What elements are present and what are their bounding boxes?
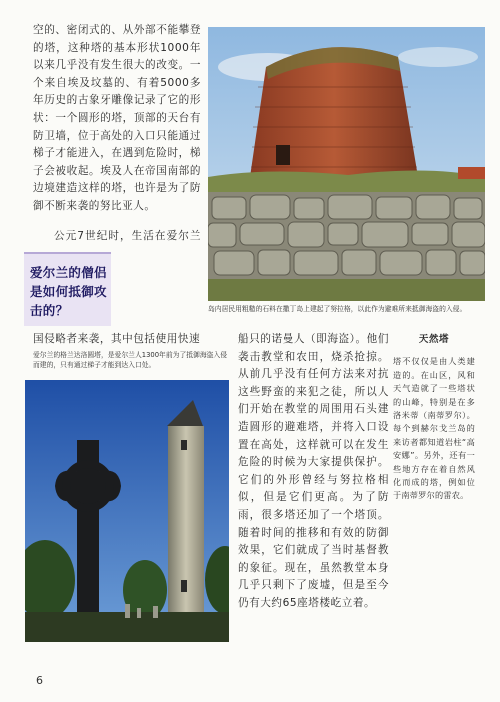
tower-caption: 爱尔兰的格兰达洛圆塔，是爱尔兰人1300年前为了抵御海盗入侵而建的，只有通过梯子才能到达入口处。 — [33, 351, 228, 369]
callout-question: 爱尔兰的僧侣是如何抵御攻击的？ — [30, 265, 107, 318]
nuraghe-photo — [208, 27, 485, 301]
body-paragraph-2-lastline: 国侵略者来袭，其中包括使用快速 — [33, 333, 201, 345]
round-tower-illustration — [25, 380, 229, 642]
nuraghe-illustration — [208, 27, 485, 301]
question-callout — [24, 252, 111, 326]
body-paragraph-3-text: 船只的诺曼人（即海盗）。他们袭击教堂和农田，烧杀抢掠。从前几乎没有任何方法来对抗这些野蛮的来犯之徒，所以人们开始在教堂的周围用石头建造圆形的避难塔，并将入口设置在高处，这样就可以在发生危险的时候为大家提供保护。它们的外形曾经与努拉格相似，但是它们更高。为了防雨，很多塔还加了一个塔顶。随着时间的推移和有效的防御效果，它们就成了当时基督教的象征。现在，虽然教堂本身几乎只剩下了废墟，但是至今仍有大约65座塔楼屹立着。 — [238, 333, 389, 609]
sidebar-title: 天然塔 — [418, 334, 450, 345]
body-paragraph-2-wrap — [113, 246, 201, 334]
nuraghe-caption: 岛内居民用粗糙的石料在撒丁岛上建起了努拉格，以此作为避难所来抵御海盗的入侵。 — [208, 305, 467, 313]
sidebar-text: 塔不仅仅是由人类建造的。在山区，风和天气造就了一些塔状的山峰，特别是在多洛米蒂（南蒂罗尔）。每个到赫尔戈兰岛的来访者都知道岩柱“高安娜”。另外，还有一些地方存在着自然风化而成的塔，例如位于南蒂罗尔的雷农。 — [393, 356, 475, 501]
body-paragraph-2-text: 公元7世纪时，生活在爱尔兰 — [54, 230, 201, 242]
page-number: 6 — [36, 674, 43, 687]
sidebar-natural-towers — [393, 333, 475, 503]
body-paragraph-3 — [238, 331, 389, 613]
body-paragraph-2-firstline — [33, 228, 201, 246]
body-paragraph-1-text: 空的、密闭式的、从外部不能攀登的塔，这种塔的基本形状1000年以来几乎没有发生很大的改变。一个来自埃及坟墓的、有着5000多年历史的古象牙雕像记录了它的形状：一个圆形的塔，顶部的天台有防卫墙，位于高处的入口只能通过梯子才能进入，在遇到危险时，梯子会被收起。埃及人在帝国南部的边境建造这样的塔，也许是为了防御不断来袭的努比亚人。 — [33, 24, 201, 212]
body-paragraph-1 — [33, 22, 201, 216]
round-tower-photo — [25, 380, 229, 642]
